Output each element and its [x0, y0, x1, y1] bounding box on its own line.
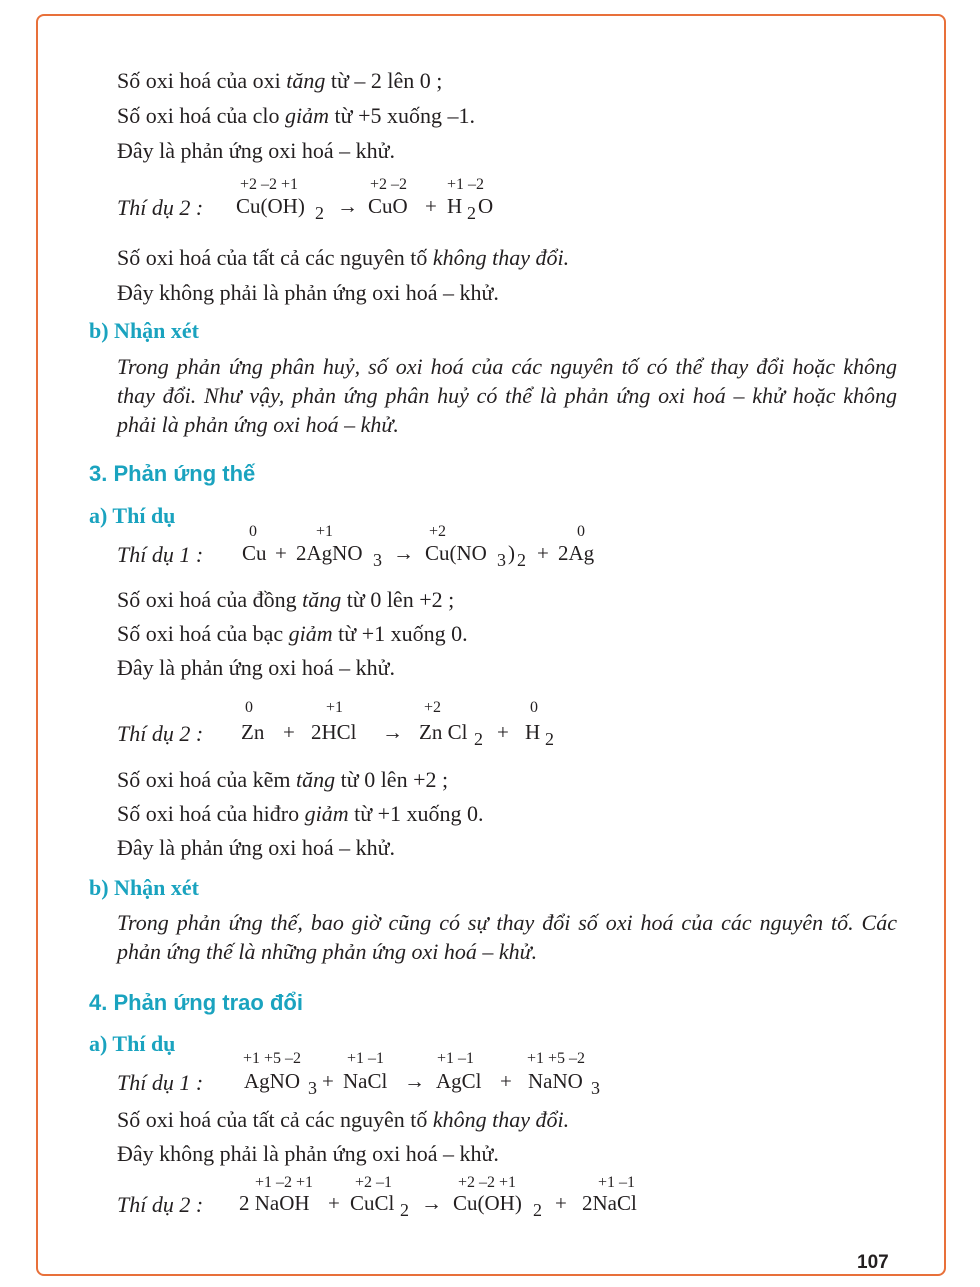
plus-sign: +: [328, 1191, 340, 1215]
product: O: [478, 194, 494, 218]
oxidation-numbers: +1 –1: [598, 1174, 636, 1191]
subheading: a) Thí dụ: [89, 503, 176, 528]
product: H: [525, 720, 541, 744]
oxidation-numbers: 0: [577, 523, 585, 540]
reaction-arrow: →: [337, 194, 358, 218]
text-line: Số oxi hoá của đồng tăng từ 0 lên +2 ;: [117, 587, 455, 612]
reactant: Zn: [241, 720, 265, 744]
oxidation-numbers: +2 –2 +1: [240, 176, 299, 193]
product: AgCl: [436, 1069, 482, 1093]
plus-sign: +: [537, 541, 549, 565]
text-line: Số oxi hoá của tất cả các nguyên tố không thay đổi.: [117, 245, 570, 270]
reactant: AgNO: [244, 1069, 300, 1093]
oxidation-numbers: +2 –2 +1: [458, 1174, 517, 1191]
reaction-arrow: →: [382, 720, 403, 744]
subscript: 3: [308, 1078, 317, 1098]
oxidation-numbers: +1 –2: [447, 176, 485, 193]
oxidation-numbers: +2 –2: [370, 176, 408, 193]
oxidation-numbers: +1 +5 –2: [243, 1050, 302, 1067]
product: ): [508, 541, 515, 565]
oxidation-numbers: +2 –1: [355, 1174, 393, 1191]
reaction-arrow: →: [393, 541, 414, 565]
subheading: a) Thí dụ: [89, 1031, 176, 1056]
remark-paragraph: Trong phản ứng phân huỷ, số oxi hoá của các nguyên tố có thể thay đổi hoặc không thay đổi. Như vậy, phản ứng phân huỷ có thể là phản ứng oxi hoá – khử hoặc không phải là phản ứng oxi hoá – khử.: [117, 354, 897, 437]
plus-sign: +: [275, 541, 287, 565]
text-line: Đây là phản ứng oxi hoá – khử.: [117, 138, 396, 163]
reaction-arrow: →: [421, 1191, 442, 1215]
subheading: b) Nhận xét: [89, 318, 200, 343]
product: Cu(OH): [453, 1191, 522, 1215]
oxidation-numbers: +2: [429, 523, 447, 540]
text-line: Đây không phải là phản ứng oxi hoá – khử.: [117, 1141, 499, 1166]
reactant: CuCl: [350, 1191, 395, 1215]
example-label: Thí dụ 2 :: [117, 195, 204, 220]
page-number: 107: [857, 1252, 889, 1273]
subscript: 2: [315, 203, 324, 223]
plus-sign: +: [283, 720, 295, 744]
reactant: 2 NaOH: [239, 1191, 310, 1215]
plus-sign: +: [500, 1069, 512, 1093]
text-line: Số oxi hoá của tất cả các nguyên tố không thay đổi.: [117, 1107, 570, 1132]
reactant: 2AgNO: [296, 541, 363, 565]
oxidation-numbers: +1: [316, 523, 334, 540]
example-label: Thí dụ 1 :: [117, 1070, 204, 1095]
example-label: Thí dụ 1 :: [117, 542, 204, 567]
reactant: Cu: [242, 541, 267, 565]
plus-sign: +: [322, 1069, 334, 1093]
oxidation-numbers: +2: [424, 699, 442, 716]
plus-sign: +: [555, 1191, 567, 1215]
plus-sign: +: [425, 194, 437, 218]
reactant: Cu(OH): [236, 194, 305, 218]
oxidation-numbers: 0: [245, 699, 253, 716]
reactant: NaCl: [343, 1069, 388, 1093]
oxidation-numbers: 0: [249, 523, 257, 540]
oxidation-numbers: +1 –1: [437, 1050, 475, 1067]
oxidation-numbers: +1 –2 +1: [255, 1174, 314, 1191]
text-line: Số oxi hoá của hiđro giảm từ +1 xuống 0.: [117, 801, 484, 826]
oxidation-numbers: +1 –1: [347, 1050, 385, 1067]
product: NaNO: [528, 1069, 583, 1093]
subscript: 2: [517, 550, 526, 570]
product: Cu(NO: [425, 541, 487, 565]
text-line: Đây là phản ứng oxi hoá – khử.: [117, 835, 396, 860]
subscript: 2: [545, 729, 554, 749]
reactant: 2HCl: [311, 720, 357, 744]
section-heading: 4. Phản ứng trao đổi: [89, 990, 303, 1015]
subheading: b) Nhận xét: [89, 875, 200, 900]
remark-paragraph: Trong phản ứng thế, bao giờ cũng có sự thay đổi số oxi hoá của các nguyên tố. Các phản ứng thế là những phản ứng oxi hoá – khử.: [117, 910, 897, 964]
subscript: 3: [497, 550, 506, 570]
text-line: Đây là phản ứng oxi hoá – khử.: [117, 655, 396, 680]
subscript: 2: [533, 1200, 542, 1220]
product: H: [447, 194, 463, 218]
subscript: 2: [467, 203, 476, 223]
product: CuO: [368, 194, 408, 218]
product: Zn Cl: [419, 720, 468, 744]
subscript: 2: [474, 729, 483, 749]
example-label: Thí dụ 2 :: [117, 721, 204, 746]
subscript: 2: [400, 1200, 409, 1220]
example-label: Thí dụ 2 :: [117, 1192, 204, 1217]
section-heading: 3. Phản ứng thế: [89, 461, 256, 486]
text-line: Số oxi hoá của oxi tăng từ – 2 lên 0 ;: [117, 68, 443, 93]
subscript: 3: [591, 1078, 600, 1098]
product: 2Ag: [558, 541, 595, 565]
text-line: Đây không phải là phản ứng oxi hoá – khử.: [117, 280, 499, 305]
plus-sign: +: [497, 720, 509, 744]
subscript: 3: [373, 550, 382, 570]
reaction-arrow: →: [404, 1069, 425, 1093]
oxidation-numbers: +1 +5 –2: [527, 1050, 586, 1067]
oxidation-numbers: 0: [530, 699, 538, 716]
product: 2NaCl: [582, 1191, 637, 1215]
oxidation-numbers: +1: [326, 699, 344, 716]
text-line: Số oxi hoá của bạc giảm từ +1 xuống 0.: [117, 621, 468, 646]
text-line: Số oxi hoá của clo giảm từ +5 xuống –1.: [117, 103, 475, 128]
text-line: Số oxi hoá của kẽm tăng từ 0 lên +2 ;: [117, 767, 449, 792]
